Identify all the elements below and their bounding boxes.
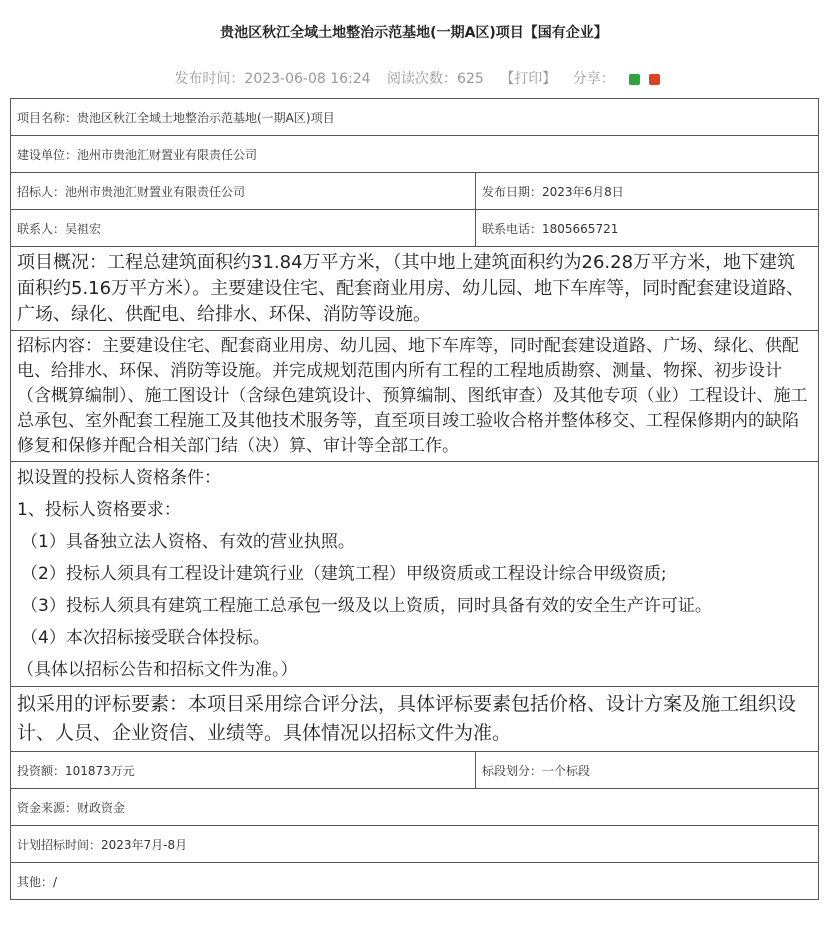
qualification-title: 拟设置的投标人资格条件： [17, 468, 221, 488]
section-division: 标段划分：一个标段 [476, 752, 819, 789]
qualification-item: （2）投标人须具有工程设计建筑行业（建筑工程）甲级资质或工程设计综合甲级资质; [21, 564, 667, 584]
qualification-note: （具体以招标公告和招标文件为准。） [17, 660, 298, 680]
read-count: 阅读次数：625 [387, 71, 484, 87]
publish-time: 发布时间：2023-06-08 16:24 [174, 71, 371, 87]
tender-content: 招标内容：主要建设住宅、配套商业用房、幼儿园、地下车库等，同时配套建设道路、广场、绿化、供配电、给排水、环保、消防等设施。并完成规划范围内所有工程的工程地质勘察、测量、物探、初步设计（含概算编制）、施工图设计（含绿色建筑设计、预算编制、图纸审查）及其他专项（业）工程设计、施工总承包、室外配套工程施工及其他技术服务等，直至项目竣工验收合格并整体移交、工程保修期内的缺陷修复和保修并配合相关部门结（决）算、审计等全部工作。 [11, 331, 819, 462]
publish-date: 发布日期：2023年6月8日 [476, 173, 819, 210]
planned-tender-time: 计划招标时间：2023年7月-8月 [11, 826, 819, 863]
evaluation-factors: 拟采用的评标要素：本项目采用综合评分法，具体评标要素包括价格、设计方案及施工组织设计、人员、企业资信、业绩等。具体情况以招标文件为准。 [11, 687, 819, 752]
qualification-subtitle: 1、投标人资格要求： [17, 500, 181, 520]
qualification-item: （4）本次招标接受联合体投标。 [21, 628, 270, 648]
project-overview: 项目概况：工程总建筑面积约31.84万平方米，（其中地上建筑面积约为26.28万平方米，地下建筑面积约5.16万平方米）。主要建设住宅、配套商业用房、幼儿园、地下车库等，同时配套建设道路、广场、绿化、供配电、给排水、环保、消防等设施。 [11, 247, 819, 331]
project-name: 项目名称：贵池区秋江全域土地整治示范基地(一期A区)项目 [11, 99, 819, 136]
contact-phone: 联系电话：1805665721 [476, 210, 819, 247]
contact-person: 联系人：吴祖宏 [11, 210, 476, 247]
qualification-item: （3）投标人须具有建筑工程施工总承包一级及以上资质，同时具备有效的安全生产许可证。 [21, 596, 712, 616]
weibo-share-icon[interactable] [649, 74, 660, 85]
tenderer: 招标人：池州市贵池汇财置业有限责任公司 [11, 173, 476, 210]
qualification-section [11, 462, 819, 687]
project-info-table [10, 98, 819, 900]
qualification-item: （1）具备独立法人资格、有效的营业执照。 [21, 532, 355, 552]
page-title: 贵池区秋江全域土地整治示范基地(一期A区)项目【国有企业】 [220, 25, 608, 41]
other-info: 其他：/ [11, 863, 819, 900]
builder: 建设单位：池州市贵池汇财置业有限责任公司 [11, 136, 819, 173]
investment-amount: 投资额：101873万元 [11, 752, 476, 789]
meta-bar [0, 68, 828, 88]
print-link[interactable]: 【打印】 [500, 71, 557, 87]
wechat-share-icon[interactable] [629, 74, 640, 85]
share-label: 分享： [572, 71, 615, 87]
fund-source: 资金来源：财政资金 [11, 789, 819, 826]
